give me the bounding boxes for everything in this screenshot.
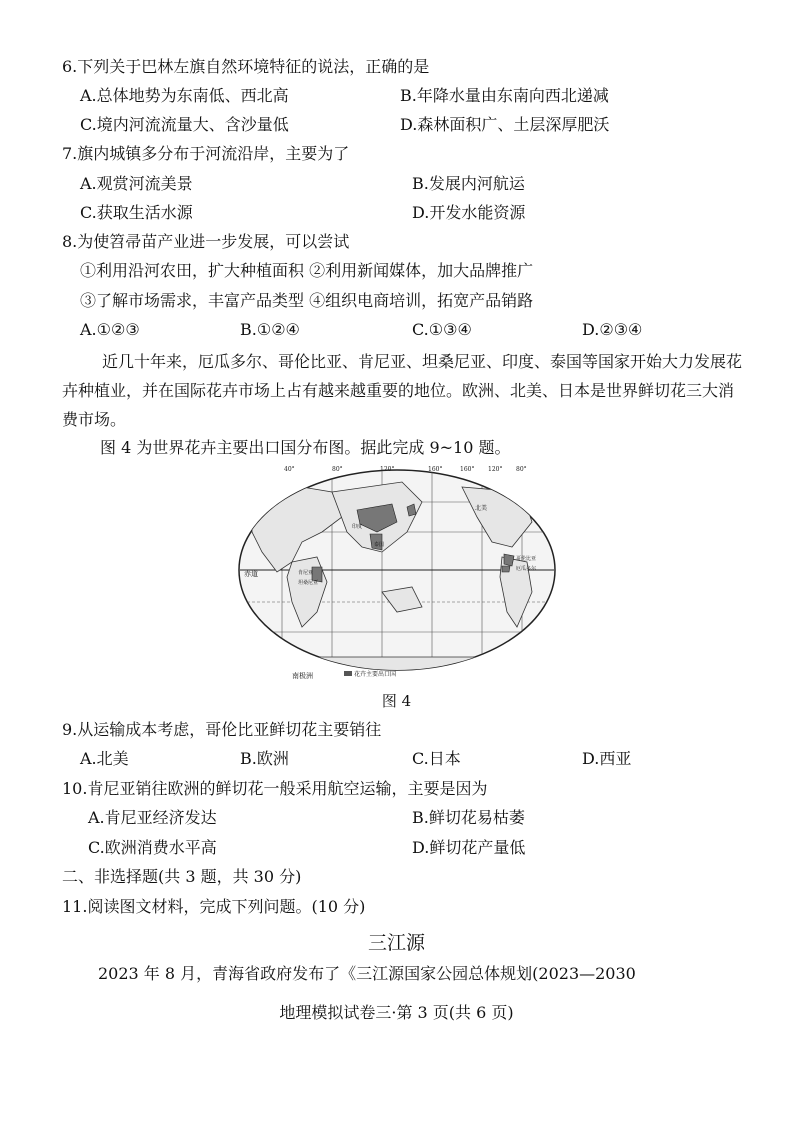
map-label-tanzania: 坦桑尼亚: [298, 580, 319, 586]
lon-label-5: 120°: [488, 466, 503, 473]
question-10-stem: 10.肯尼亚销往欧洲的鲜切花一般采用航空运输，主要是因为: [62, 779, 488, 798]
q7-option-a: A.观赏河流美景: [80, 174, 193, 193]
q8-option-b: B.①②④: [240, 320, 300, 339]
q8-option-a: A.①②③: [80, 320, 140, 339]
world-flower-export-map: [232, 462, 562, 684]
question-8-stem: 8.为使笤帚苗产业进一步发展，可以尝试: [62, 232, 350, 251]
question-6-stem: 6.下列关于巴林左旗自然环境特征的说法，正确的是: [62, 57, 430, 76]
page-footer: 地理模拟试卷三·第 3 页(共 6 页): [279, 1003, 514, 1022]
map-label-thailand: 泰国: [374, 542, 385, 548]
q10-option-a: A.肯尼亚经济发达: [88, 808, 217, 827]
legend-swatch: [344, 671, 352, 676]
map-label-india: 印度: [352, 524, 363, 530]
antarctica-landmass: [272, 657, 522, 672]
q9-option-a: A.北美: [80, 749, 129, 768]
ecuador-mark: [502, 566, 510, 572]
q7-option-d: D.开发水能资源: [412, 203, 526, 222]
map-label-ecuador: 厄瓜多尔: [516, 566, 537, 572]
figure-caption: 图 4: [381, 692, 412, 710]
lon-label-2: 120°: [380, 466, 395, 473]
map-label-kenya: 肯尼亚: [298, 570, 314, 576]
lon-label-1: 80°: [332, 466, 343, 473]
lon-label-6: 80°: [516, 466, 527, 473]
q9-option-c: C.日本: [412, 749, 461, 768]
question-11-stem: 11.阅读图文材料，完成下列问题。(10 分): [62, 897, 366, 916]
q7-option-c: C.获取生活水源: [80, 203, 193, 222]
q11-material-text: 2023 年 8 月，青海省政府发布了《三江源国家公园总体规划(2023—2030: [98, 964, 636, 983]
q8-items-line-1: ①利用沿河农田，扩大种植面积 ②利用新闻媒体，加大品牌推广: [80, 261, 534, 280]
q9-option-b: B.欧洲: [240, 749, 289, 768]
lon-label-3: 160°: [428, 466, 443, 473]
q8-option-c: C.①③④: [412, 320, 472, 339]
q7-option-b: B.发展内河航运: [412, 174, 525, 193]
passage-figure-intro: 图 4 为世界花卉主要出口国分布图。据此完成 9~10 题。: [100, 438, 511, 457]
q8-option-d: D.②③④: [582, 320, 643, 339]
map-label-colombia: 哥伦比亚: [516, 556, 537, 562]
lon-label-4: 160°: [460, 466, 475, 473]
question-7-stem: 7.旗内城镇多分布于河流沿岸，主要为了: [62, 144, 350, 163]
q6-option-d: D.森林面积广、土层深厚肥沃: [400, 115, 610, 134]
q6-option-b: B.年降水量由东南向西北递减: [400, 86, 609, 105]
section-2-heading: 二、非选择题(共 3 题，共 30 分): [62, 867, 302, 886]
passage-paragraph: 近几十年来，厄瓜多尔、哥伦比亚、肯尼亚、坦桑尼亚、印度、泰国等国家开始大力发展花卉种植业，并在国际花卉市场上占有越来越重要的地位。欧洲、北美、日本是世界鲜切花三大消费市场。: [62, 352, 743, 429]
q10-option-b: B.鲜切花易枯萎: [412, 808, 525, 827]
q11-material-title: 三江源: [367, 932, 425, 954]
equator-label: 赤道: [244, 570, 258, 578]
lon-label-0: 40°: [284, 466, 295, 473]
q10-option-d: D.鲜切花产量低: [412, 838, 526, 857]
q10-option-c: C.欧洲消费水平高: [88, 838, 217, 857]
q8-items-line-2: ③了解市场需求，丰富产品类型 ④组织电商培训，拓宽产品销路: [80, 291, 534, 310]
q6-option-c: C.境内河流流量大、含沙量低: [80, 115, 289, 134]
question-9-stem: 9.从运输成本考虑，哥伦比亚鲜切花主要销往: [62, 720, 382, 739]
map-label-north-america: 北美: [475, 505, 488, 512]
q6-option-a: A.总体地势为东南低、西北高: [80, 86, 289, 105]
map-label-antarctica: 南极洲: [292, 672, 313, 680]
colombia-mark: [504, 554, 514, 566]
q9-option-d: D.西亚: [582, 749, 632, 768]
legend-label: 花卉主要出口国: [354, 671, 397, 678]
